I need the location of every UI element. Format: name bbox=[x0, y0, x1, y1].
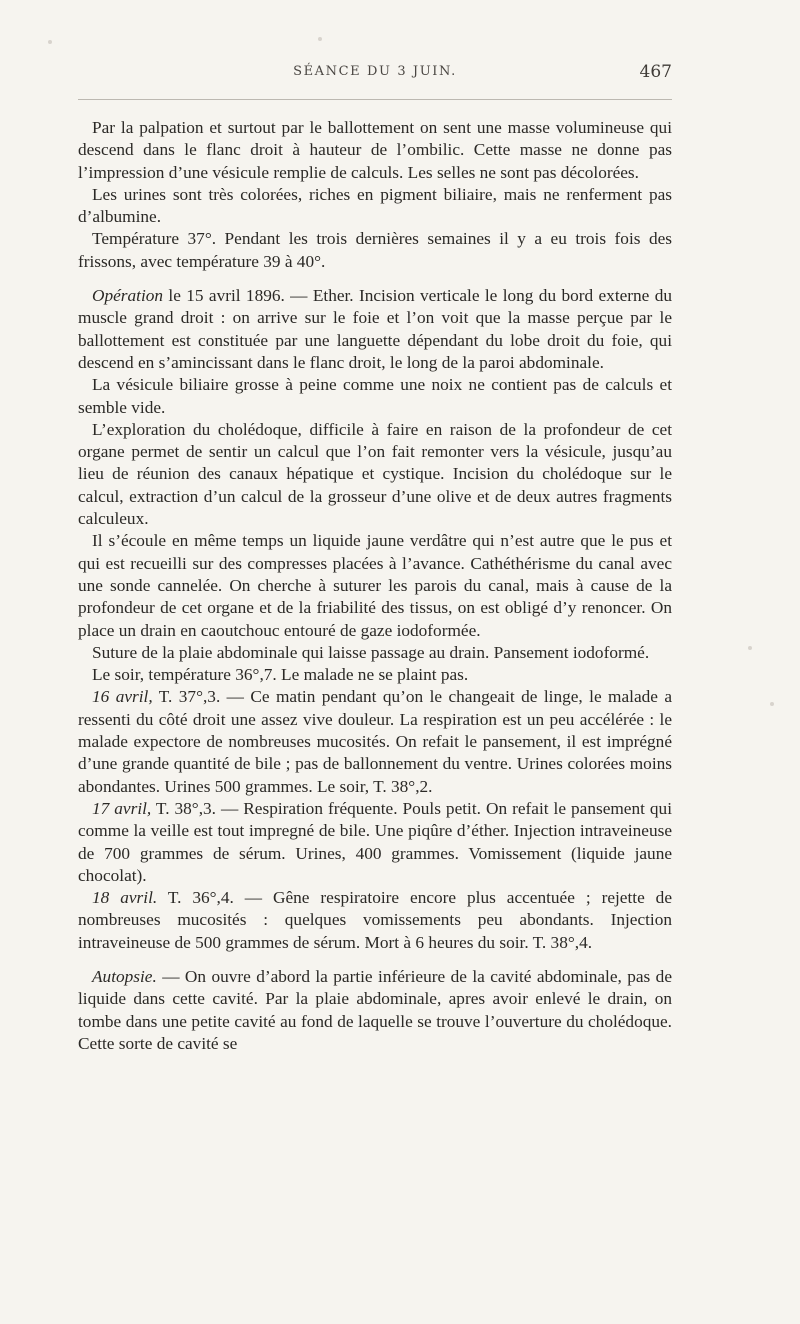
running-title: SÉANCE DU 3 JUIN. bbox=[293, 64, 457, 79]
paragraph-body: le 15 avril 1896. — Ether. Incision verticale le long du bord externe du muscle grand droit : on arrive sur le foie et l’on voit que la masse perçue par le ballottement est constituée par une languette dépendant du lobe droit du foie, qui descend en s’amincissant dans le flanc droit, le long de la paroi abdominale. bbox=[78, 286, 672, 372]
paragraph-body: T. 36°,4. — Gêne respiratoire encore plus accentuée ; rejette de nombreuses mucosités : quelques vomissements peu abondants. Injection intraveineuse de 500 grammes de sérum. Mort à 6 heures du soir. T. 38°,4. bbox=[78, 888, 672, 952]
paper-speck bbox=[318, 37, 322, 41]
body-text bbox=[78, 117, 672, 1055]
paragraph bbox=[78, 686, 672, 797]
paragraph bbox=[78, 887, 672, 954]
paragraph: Les urines sont très colorées, riches en pigment biliaire, mais ne renferment pas d’albumine. bbox=[78, 184, 672, 227]
paragraph: Température 37°. Pendant les trois dernières semaines il y a eu trois fois des frissons, avec température 39 à 40°. bbox=[78, 229, 672, 271]
header-divider bbox=[78, 99, 672, 100]
paragraph: Le soir, température 36°,7. Le malade ne se plaint pas. bbox=[92, 665, 469, 685]
paragraph-lead: 16 avril, bbox=[92, 687, 153, 707]
paper-speck bbox=[748, 646, 752, 650]
running-head bbox=[78, 62, 672, 90]
paragraph-body: — On ouvre d’abord la partie inférieure de la cavité abdominale, pas de liquide dans cette cavité. Par la plaie abdominale, apres avoir enlevé le drain, on tombe dans une petite cavité au fond de laquelle se trouve l’ouverture du cholédoque. Cette sorte de cavité se bbox=[78, 966, 672, 1053]
paragraph: Suture de la plaie abdominale qui laisse passage au drain. Pansement iodoformé. bbox=[92, 642, 650, 662]
paragraph-lead: 17 avril, bbox=[92, 798, 152, 818]
paragraph: Il s’écoule en même temps un liquide jaune verdâtre qui n’est autre que le pus et qui est recueilli sur des compresses placées à l’avance. Cathéthérisme du canal avec une sonde cannelée. On cherche à suturer les parois du canal, mais à cause de la profondeur de cet organe et de la friabilité des tissus, on est obligé d’y renoncer. On place un drain en caoutchouc entouré de gaze iodoformée. bbox=[78, 531, 672, 640]
paragraph-body: T. 38°,3. — Respiration fréquente. Pouls petit. On refait le pansement qui comme la veille est tout impregné de bile. Une piqûre d’éther. Injection intraveineuse de 700 grammes de sérum. Urines, 400 grammes. Vomissement (liquide jaune chocolat). bbox=[78, 798, 672, 885]
paragraph: La vésicule biliaire grosse à peine comme une noix ne contient pas de calculs et semble vide. bbox=[78, 375, 672, 417]
paragraph: L’exploration du cholédoque, difficile à faire en raison de la profondeur de cet organe permet de sentir un calcul que l’on fait remonter vers la vésicule, jusqu’au lieu de réunion des canaux hépatique et cystique. Incision du cholédoque sur le calcul, extraction d’un calcul de la grosseur d’une olive et de deux autres fragments calculeux. bbox=[78, 419, 672, 529]
paragraph bbox=[78, 285, 672, 374]
paragraph: Par la palpation et surtout par le ballottement on sent une masse volumineuse qui descend dans le flanc droit à hauteur de l’ombilic. Cette masse ne donne pas l’impression d’une vésicule remplie de calculs. Les selles ne sont pas décolorées. bbox=[78, 118, 672, 182]
paragraph bbox=[78, 798, 672, 887]
paper-speck bbox=[770, 702, 774, 706]
paragraph bbox=[78, 966, 672, 1055]
page-number: 467 bbox=[639, 62, 672, 82]
paragraph-lead: 18 avril. bbox=[92, 888, 158, 908]
paragraph-body: T. 37°,3. — Ce matin pendant qu’on le changeait de linge, le malade a ressenti du côté droit une assez vive douleur. La respiration est un peu accélérée : le malade expectore de nombreuses mucosités. On refait le pansement, il est imprégné d’une grande quantité de bile ; pas de ballonnement du ventre. Urines colorées moins abondantes. Urines 500 grammes. Le soir, T. 38°,2. bbox=[78, 687, 673, 796]
paper-speck bbox=[48, 40, 52, 44]
paragraph-lead: Opération bbox=[92, 286, 164, 306]
paragraph-lead: Autopsie. bbox=[92, 966, 157, 986]
